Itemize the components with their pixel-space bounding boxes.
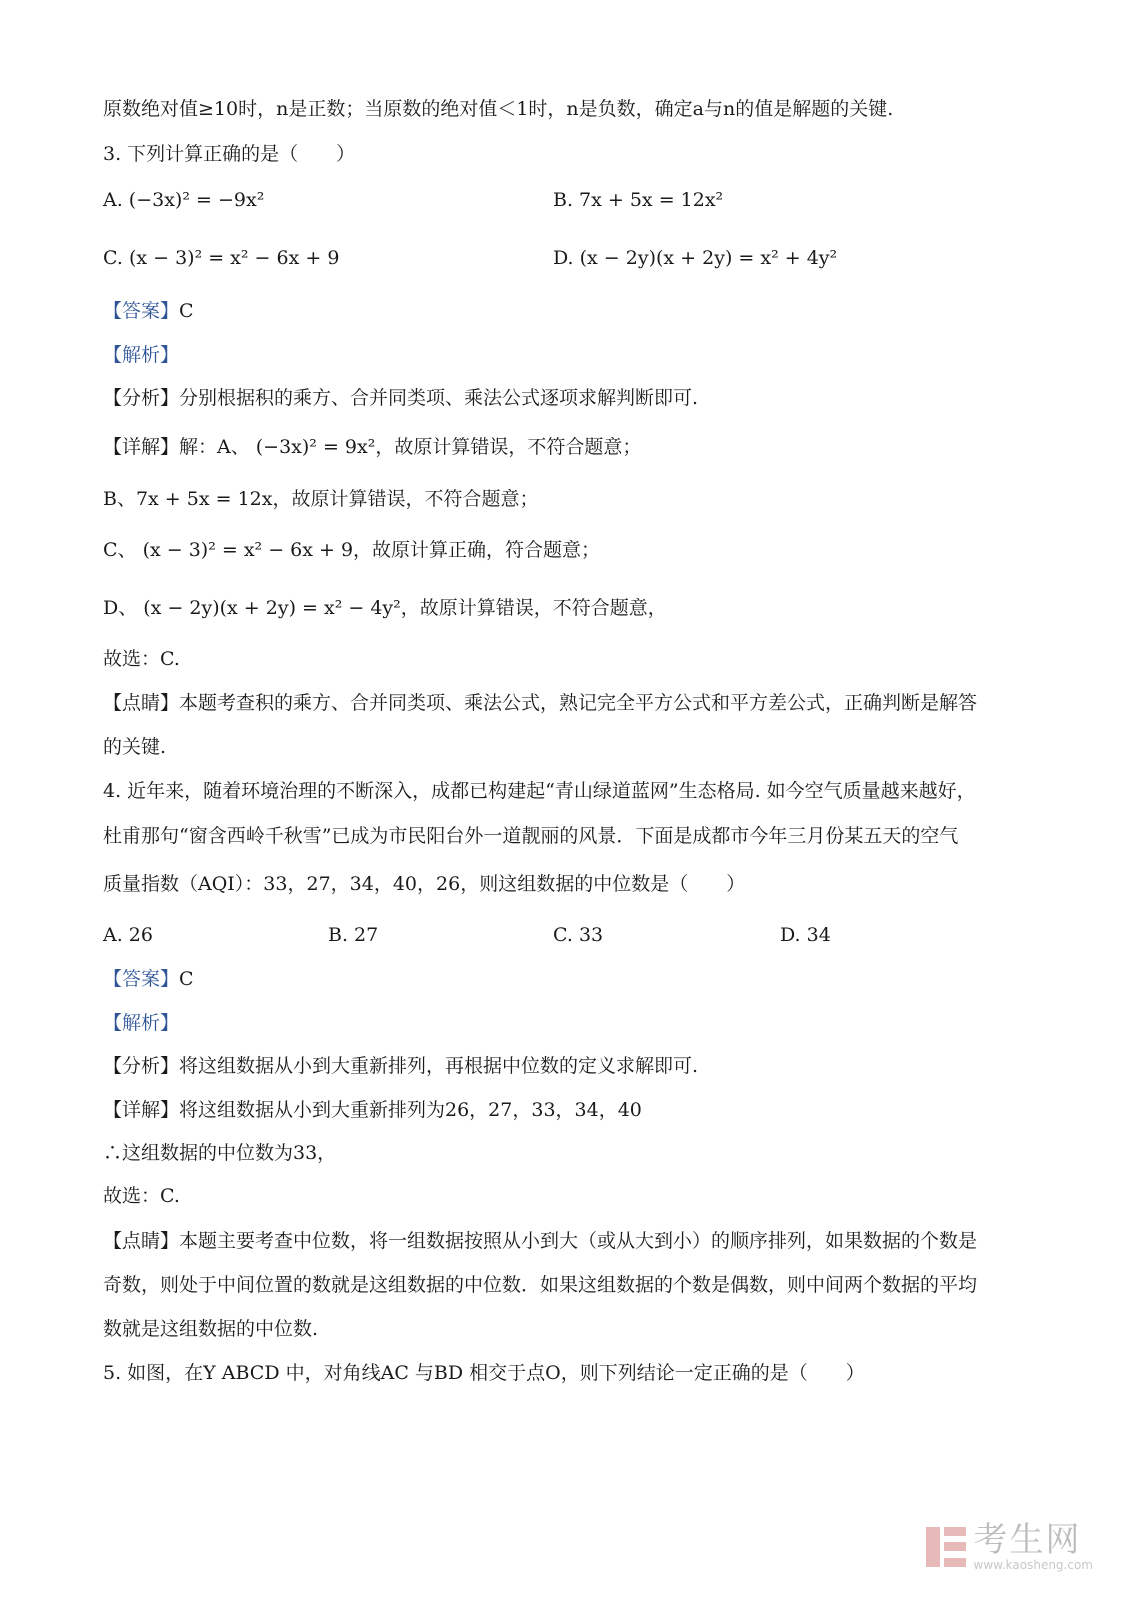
answer-line xyxy=(103,966,194,992)
comment-line: 奇数，则处于中间位置的数就是这组数据的中位数．如果这组数据的个数是偶数，则中间两个数据的平均 xyxy=(103,1274,978,1296)
detail-line: D、 (x − 2y)(x + 2y) = x² − 4y²，故原计算错误，不符合题意， xyxy=(103,597,667,619)
answer-line xyxy=(103,298,194,324)
watermark-text: 考生网 xyxy=(973,1520,1082,1560)
question-3-stem: 3. 下列计算正确的是（ ） xyxy=(103,143,356,165)
watermark-url: www.kaosheng.com xyxy=(973,1558,1093,1572)
analysis-summary: 【分析】分别根据积的乘方、合并同类项、乘法公式逐项求解判断即可. xyxy=(103,387,699,409)
option-d: D. 34 xyxy=(780,924,831,946)
watermark xyxy=(926,1522,1094,1572)
option-b: B. 27 xyxy=(328,924,379,946)
detail-line: 【详解】将这组数据从小到大重新排列为26，27，33，34，40 xyxy=(103,1099,642,1121)
option-a: A. 26 xyxy=(103,924,153,946)
detail-line: ∴这组数据的中位数为33， xyxy=(103,1142,337,1164)
option-a: A. (−3x)² = −9x² xyxy=(103,189,265,211)
comment-line: 的关键. xyxy=(103,736,167,758)
choice-line: 故选：C. xyxy=(103,1185,180,1207)
kaosheng-logo-icon xyxy=(926,1527,966,1567)
option-d: D. (x − 2y)(x + 2y) = x² + 4y² xyxy=(553,247,838,269)
comment-line: 【点睛】本题主要考查中位数，将一组数据按照从小到大（或从大到小）的顺序排列，如果数据的个数是 xyxy=(103,1230,978,1252)
analysis-tag: 【解析】 xyxy=(103,1012,180,1034)
question-4-stem: 杜甫那句“窗含西岭千秋雪”已成为市民阳台外一道靓丽的风景．下面是成都市今年三月份某五天的空气 xyxy=(103,825,959,847)
analysis-tag: 【解析】 xyxy=(103,344,180,366)
detail-line: 【详解】解：A、 (−3x)² = 9x²，故原计算错误，不符合题意； xyxy=(103,436,642,458)
comment-line: 【点睛】本题考查积的乘方、合并同类项、乘法公式，熟记完全平方公式和平方差公式，正确判断是解答 xyxy=(103,692,978,714)
option-b: B. 7x + 5x = 12x² xyxy=(553,189,724,211)
detail-line: B、7x + 5x = 12x，故原计算错误，不符合题意； xyxy=(103,488,539,510)
option-c: C. (x − 3)² = x² − 6x + 9 xyxy=(103,247,340,269)
answer-tag: 【答案】 xyxy=(103,300,180,322)
option-c: C. 33 xyxy=(553,924,604,946)
comment-line: 数就是这组数据的中位数. xyxy=(103,1318,319,1340)
answer-value: C xyxy=(179,968,194,990)
question-4-stem: 4. 近年来，随着环境治理的不断深入，成都已构建起“青山绿道蓝网”生态格局. 如今空气质量越来越好， xyxy=(103,780,976,802)
text-line: 原数绝对值≥10时，n是正数；当原数的绝对值＜1时，n是负数，确定a与n的值是解题的关键. xyxy=(103,98,894,120)
question-5-stem: 5. 如图，在Y ABCD 中，对角线AC 与BD 相交于点O，则下列结论一定正确的是（ ） xyxy=(103,1362,865,1384)
detail-line: C、 (x − 3)² = x² − 6x + 9，故原计算正确，符合题意； xyxy=(103,539,601,561)
choice-line: 故选：C. xyxy=(103,648,180,670)
analysis-summary: 【分析】将这组数据从小到大重新排列，再根据中位数的定义求解即可. xyxy=(103,1055,699,1077)
answer-tag: 【答案】 xyxy=(103,968,180,990)
question-4-stem: 质量指数（AQI）：33，27，34，40，26，则这组数据的中位数是（ ） xyxy=(103,873,746,895)
answer-value: C xyxy=(179,300,194,322)
